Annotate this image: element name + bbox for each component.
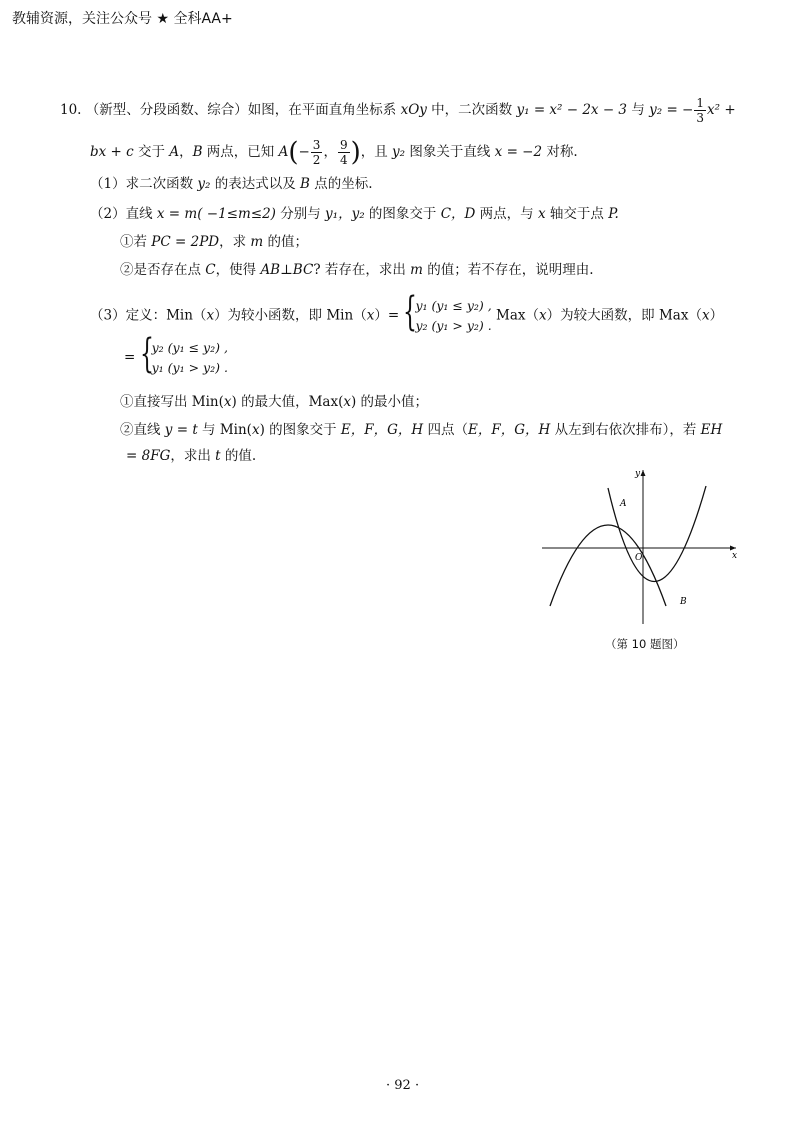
question-3-sub-2-cont bbox=[126, 450, 256, 464]
q3-sub2-text: 的值. bbox=[220, 448, 257, 464]
stem-text: 交于 bbox=[133, 144, 170, 160]
q1-text: （1）求二次函数 bbox=[90, 176, 198, 192]
figure-caption: （第 10 题图） bbox=[605, 637, 685, 651]
q3-sub2-text: ，求出 bbox=[170, 448, 216, 464]
brace: { bbox=[139, 331, 154, 377]
x-var: x bbox=[223, 394, 232, 410]
left-paren: ( bbox=[288, 137, 299, 168]
y2-expression-lead: y₂ = − bbox=[649, 102, 694, 118]
y2: y₂ bbox=[197, 176, 211, 192]
q3-sub2-text: 与 Min( bbox=[197, 422, 252, 438]
page-header: 教辅资源，关注公众号 ★ 全科AA+ bbox=[12, 11, 233, 27]
question-2 bbox=[90, 208, 619, 222]
points-efgh: E，F，G，H bbox=[340, 422, 424, 438]
x-var: x bbox=[537, 206, 546, 222]
q3-text: ） bbox=[709, 307, 724, 324]
t-var: t bbox=[215, 448, 221, 464]
y-axis-arrow-icon bbox=[641, 470, 646, 476]
x-var: x bbox=[343, 394, 351, 410]
q2-sub1-text: ，求 bbox=[219, 234, 251, 250]
fraction-numerator: 1 bbox=[696, 96, 705, 110]
y1-expression: y₁ = x² − 2x − 3 bbox=[516, 102, 628, 118]
stem-text: 与 bbox=[627, 102, 650, 118]
q1-text: 点的坐标. bbox=[309, 176, 373, 192]
point-a-label: A bbox=[169, 144, 180, 160]
point-b-label: B bbox=[300, 176, 310, 192]
q3-sub1-text: ①直接写出 Min( bbox=[120, 394, 224, 410]
q3-sub2-text: = bbox=[126, 448, 142, 464]
max-case-1: y₂ (y₁ ≤ y₂) , bbox=[151, 340, 228, 355]
stem-text: 图象关于直线 bbox=[405, 144, 495, 160]
fraction-numerator: 9 bbox=[339, 138, 348, 152]
equals-sign: = bbox=[124, 349, 136, 366]
fraction-one-third bbox=[694, 96, 706, 125]
q3-sub2-text: 从左到右依次排布），若 bbox=[550, 422, 701, 438]
question-2-sub-1 bbox=[120, 236, 308, 250]
min-piecewise bbox=[403, 289, 492, 336]
question-1 bbox=[90, 178, 373, 192]
problem-tags: （新型、分段函数、综合） bbox=[85, 102, 248, 118]
bx-c: bx + c bbox=[90, 144, 134, 160]
curve-y2 bbox=[550, 525, 666, 606]
q2-sub2-text: ? 若存在，求出 bbox=[313, 262, 411, 278]
segment-eh: EH bbox=[700, 422, 723, 438]
y2-expression-tail: x² + bbox=[707, 102, 736, 118]
x-var: x bbox=[251, 422, 260, 438]
q3-text: ）为较大函数，即 Max（ bbox=[546, 307, 702, 324]
min-case-2: y₂ (y₁ > y₂) . bbox=[415, 318, 492, 333]
y-equals-t: y = t bbox=[164, 422, 198, 438]
q3-sub2-text: ) 的图象交于 bbox=[259, 422, 341, 438]
point-a-label: A bbox=[278, 144, 289, 160]
q3-sub1-text: ) 的最大值，Max( bbox=[231, 394, 344, 410]
line-equation: x = m( −1≤m≤2) bbox=[156, 206, 276, 222]
minus-sign: − bbox=[298, 144, 310, 160]
problem-stem-line1 bbox=[60, 96, 736, 125]
points-cd: C，D bbox=[440, 206, 476, 222]
q2-sub2-text: ，使得 bbox=[215, 262, 261, 278]
q2-sub2-text: ②是否存在点 bbox=[120, 262, 206, 278]
point-b-label: B bbox=[192, 144, 203, 160]
question-3 bbox=[90, 289, 724, 336]
question-3-sub-1 bbox=[120, 396, 428, 410]
q3-sub2-text: 四点（ bbox=[423, 422, 468, 438]
stem-text: 对称. bbox=[542, 144, 578, 160]
q3-sub1-text: ) 的最小值； bbox=[350, 394, 429, 410]
point-b-graph-label: B bbox=[680, 597, 687, 607]
fraction-nine-quarters bbox=[338, 138, 350, 167]
y1-y2: y₁，y₂ bbox=[325, 206, 365, 222]
q2-text: 轴交于点 bbox=[545, 206, 609, 222]
q2-text: （2）直线 bbox=[90, 206, 157, 222]
point-c-label: C bbox=[205, 262, 216, 278]
point-p-label: P. bbox=[608, 206, 619, 222]
fraction-numerator: 3 bbox=[312, 138, 321, 152]
q2-sub2-text: 的值；若不存在，说明理由. bbox=[422, 262, 594, 278]
fraction-denominator: 3 bbox=[696, 111, 705, 125]
origin-label: O bbox=[635, 553, 643, 563]
perpendicular-condition: AB⊥BC bbox=[260, 262, 314, 278]
question-2-sub-2 bbox=[120, 264, 594, 278]
points-efgh: E，F，G，H bbox=[468, 422, 551, 438]
x-axis-arrow-icon bbox=[730, 546, 736, 551]
fraction-three-halves bbox=[311, 138, 323, 167]
symmetry-axis: x = −2 bbox=[494, 144, 543, 160]
comma: ， bbox=[323, 144, 337, 160]
max-case-2: y₁ (y₁ > y₂) . bbox=[151, 360, 228, 375]
x-var: x bbox=[539, 307, 547, 324]
q2-sub1-text: 的值； bbox=[263, 234, 309, 250]
problem-number: 10. bbox=[60, 102, 82, 118]
fraction-denominator: 2 bbox=[312, 153, 321, 167]
y-axis-label: y bbox=[635, 469, 641, 479]
segment-fg: 8FG bbox=[141, 448, 171, 464]
x-axis-label: x bbox=[732, 551, 738, 561]
question-3-sub-2 bbox=[120, 424, 722, 438]
stem-text: 中，二次函数 bbox=[426, 102, 517, 118]
m-var: m bbox=[250, 234, 264, 250]
max-definition bbox=[124, 331, 228, 378]
x-var: x bbox=[206, 307, 215, 324]
q2-text: 两点，与 bbox=[475, 206, 538, 222]
stem-text: 如图，在平面直角坐标系 bbox=[247, 102, 401, 118]
q3-text: ）为较小函数，即 Min（ bbox=[214, 307, 367, 324]
m-var: m bbox=[410, 262, 423, 278]
fraction-denominator: 4 bbox=[339, 153, 348, 167]
q3-text: Max（ bbox=[496, 307, 540, 324]
brace: { bbox=[403, 289, 418, 335]
right-paren: ) bbox=[350, 137, 361, 168]
q3-sub2-text: ②直线 bbox=[120, 422, 165, 438]
y2: y₂ bbox=[392, 144, 406, 160]
q3-text: ）= bbox=[374, 307, 400, 324]
q3-text: （3）定义：Min（ bbox=[90, 307, 207, 324]
q2-sub1-text: ①若 bbox=[120, 234, 152, 250]
function-graph-figure bbox=[540, 466, 740, 626]
stem-text: ，且 bbox=[360, 144, 393, 160]
point-a-graph-label: A bbox=[620, 499, 627, 509]
x-var: x bbox=[701, 307, 710, 324]
q2-text: 分别与 bbox=[275, 206, 326, 222]
x-var: x bbox=[366, 307, 375, 324]
page-number: · 92 · bbox=[386, 1078, 420, 1093]
problem-stem-line2 bbox=[90, 138, 578, 167]
stem-text: 两点，已知 bbox=[202, 144, 279, 160]
max-piecewise bbox=[139, 331, 228, 378]
q1-text: 的表达式以及 bbox=[210, 176, 301, 192]
q2-text: 的图象交于 bbox=[364, 206, 441, 222]
pc-equation: PC = 2PD bbox=[151, 234, 220, 250]
min-case-1: y₁ (y₁ ≤ y₂) , bbox=[415, 298, 492, 313]
stem-text: ， bbox=[179, 144, 193, 160]
stem-xoy: xOy bbox=[400, 102, 427, 118]
